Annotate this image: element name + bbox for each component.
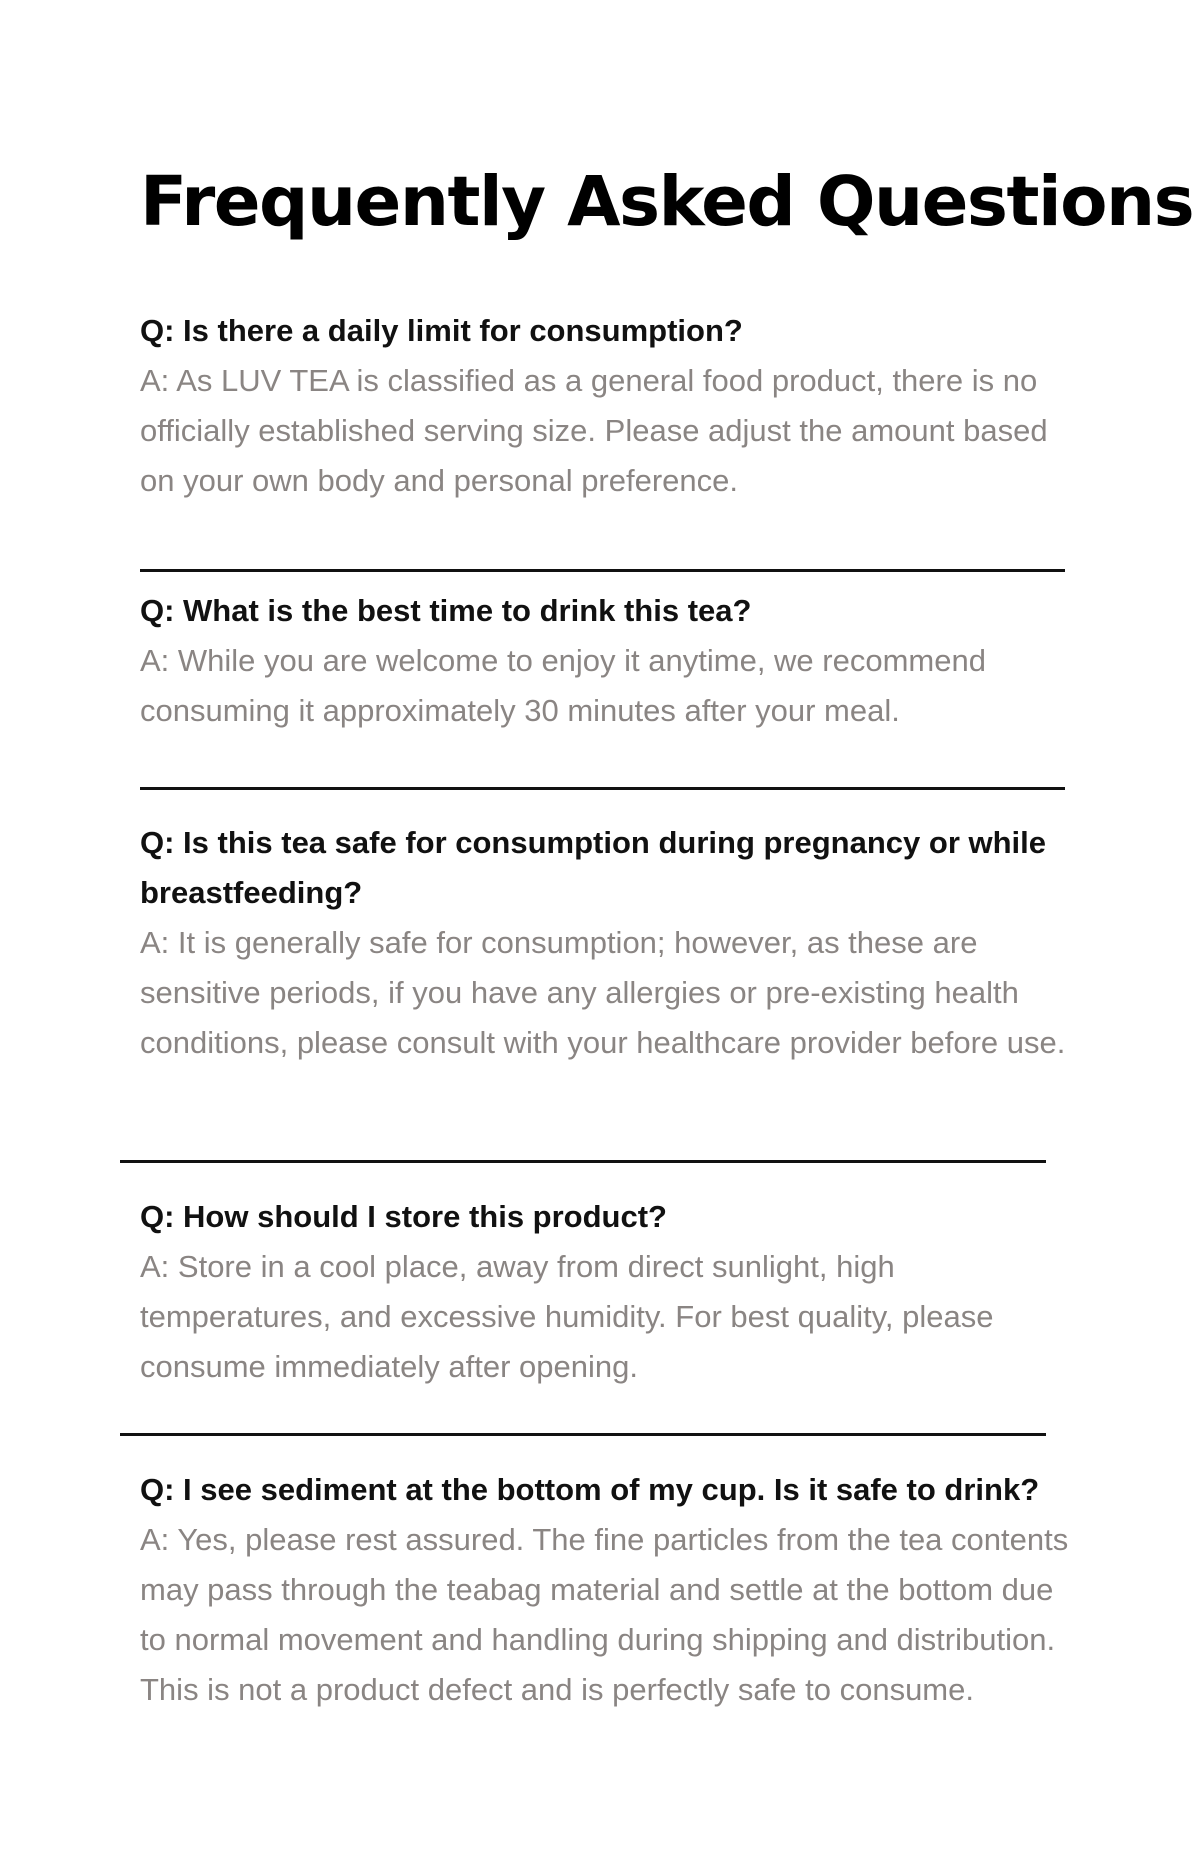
faq-answer: A: Store in a cool place, away from direct sunlight, high temperatures, and excessive humidity. For best quality, please consume immediately after opening.: [140, 1249, 994, 1384]
faq-item-best-time: [140, 586, 1080, 736]
faq-item-sediment: [140, 1465, 1080, 1715]
faq-divider: [140, 787, 1065, 790]
faq-question: Q: Is this tea safe for consumption during pregnancy or while breastfeeding?: [140, 825, 1047, 910]
faq-answer: A: While you are welcome to enjoy it anytime, we recommend consuming it approximately 30 minutes after your meal.: [140, 643, 986, 728]
faq-divider: [140, 569, 1065, 572]
page-title: Frequently Asked Questions: [140, 162, 1194, 242]
faq-answer: A: It is generally safe for consumption; however, as these are sensitive periods, if you have any allergies or pre-existing health conditions, please consult with your healthcare provider before use.: [140, 925, 1066, 1060]
faq-question: Q: I see sediment at the bottom of my cup. Is it safe to drink?: [140, 1472, 1040, 1507]
faq-item-pregnancy: [140, 818, 1080, 1068]
faq-divider: [120, 1160, 1046, 1163]
faq-item-storage: [140, 1192, 1080, 1392]
faq-question: Q: What is the best time to drink this tea?: [140, 593, 752, 628]
faq-answer: A: Yes, please rest assured. The fine particles from the tea contents may pass through the teabag material and settle at the bottom due to normal movement and handling during shipping and distribution. This is not a product defect and is perfectly safe to consume.: [140, 1522, 1069, 1707]
faq-answer: A: As LUV TEA is classified as a general food product, there is no officially established serving size. Please adjust the amount based on your own body and personal preference.: [140, 363, 1048, 498]
faq-question: Q: Is there a daily limit for consumption?: [140, 313, 743, 348]
faq-item-daily-limit: [140, 306, 1080, 506]
faq-divider: [120, 1433, 1046, 1436]
faq-question: Q: How should I store this product?: [140, 1199, 667, 1234]
